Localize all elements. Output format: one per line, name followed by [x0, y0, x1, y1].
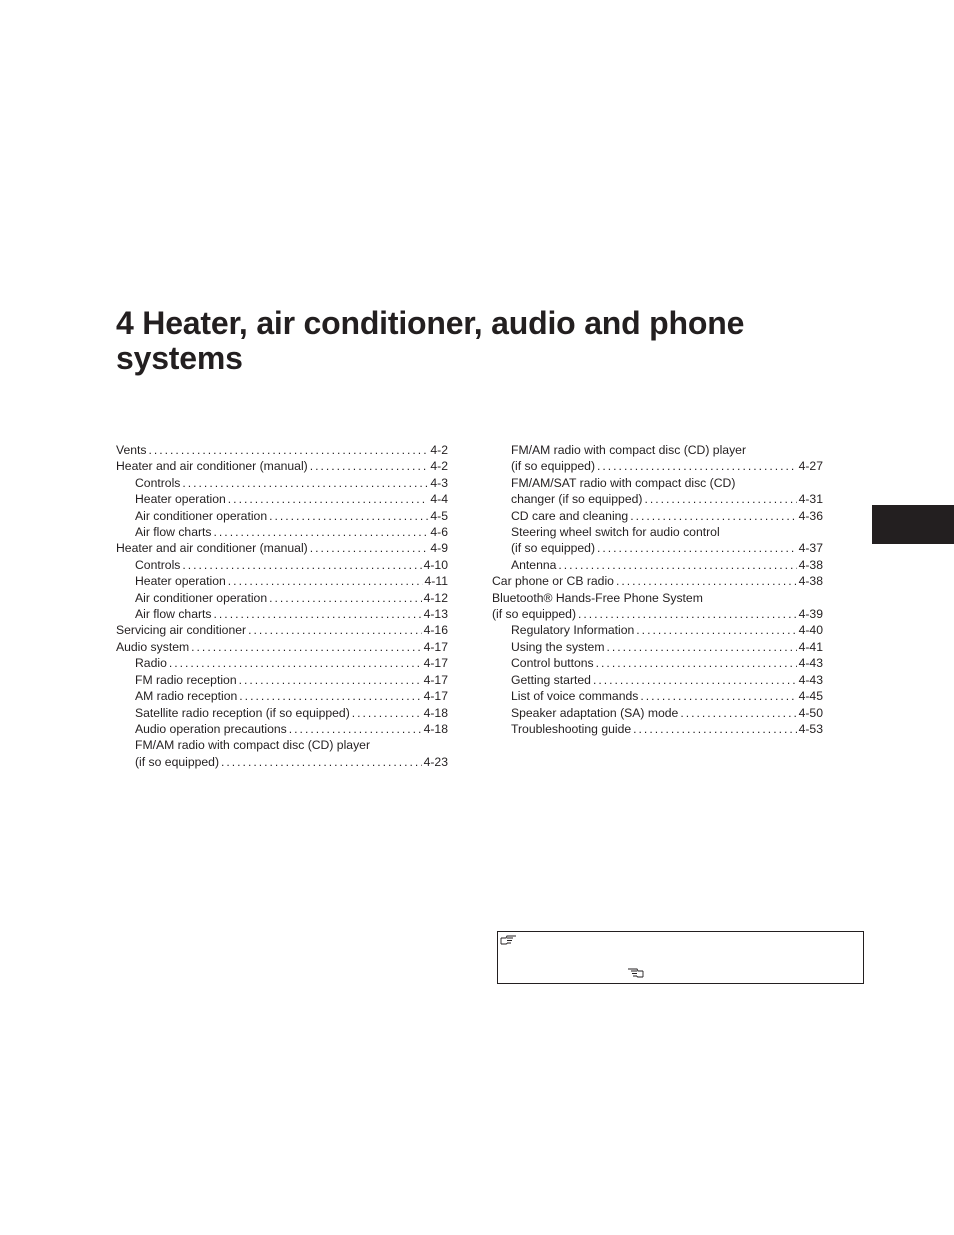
pointing-hand-icon — [626, 966, 644, 984]
toc-right-column — [492, 442, 823, 737]
toc-entry-page: 4-23 — [423, 754, 448, 769]
toc-entry — [116, 754, 448, 770]
toc-entry-label: Controls — [135, 475, 181, 490]
dot-leader — [191, 639, 421, 655]
toc-entry-page: 4-27 — [798, 459, 823, 474]
toc-entry-page: 4-18 — [423, 705, 448, 720]
dot-leader — [182, 557, 421, 573]
toc-entry-label: Heater and air conditioner (manual) — [116, 459, 308, 474]
toc-entry-page: 4-45 — [798, 689, 823, 704]
toc-entry-page: 4-53 — [798, 721, 823, 736]
dot-leader — [558, 557, 796, 573]
toc-entry — [116, 606, 448, 622]
chapter-title: 4 Heater, air conditioner, audio and phone systems — [116, 305, 745, 376]
toc-entry — [492, 672, 823, 688]
toc-entry-label: (if so equipped) — [135, 754, 220, 769]
toc-entry — [492, 557, 823, 573]
toc-entry — [492, 458, 823, 474]
toc-entry-label: Satellite radio reception (if so equipped) — [135, 705, 350, 720]
dot-leader — [149, 442, 429, 458]
toc-entry-label: AM radio reception — [135, 689, 238, 704]
toc-entry-page: 4-36 — [798, 508, 823, 523]
toc-entry-page: 4-2 — [430, 443, 448, 457]
toc-entry — [116, 672, 448, 688]
dot-leader — [248, 622, 422, 638]
note-box — [497, 931, 864, 984]
toc-entry — [492, 491, 823, 507]
dot-leader — [289, 721, 422, 737]
dot-leader — [214, 524, 429, 540]
toc-entry-label: Radio — [135, 656, 167, 671]
dot-leader — [578, 606, 797, 622]
toc-entry-label: Controls — [135, 557, 181, 572]
toc-entry — [116, 475, 448, 491]
toc-entry-label: Car phone or CB radio — [492, 574, 614, 589]
toc-entry-label: Speaker adaptation (SA) mode — [511, 705, 679, 720]
toc-entry-label: (if so equipped) — [511, 541, 596, 556]
toc-entry — [492, 508, 823, 524]
dot-leader — [352, 705, 422, 721]
toc-entry — [116, 458, 448, 474]
toc-entry — [492, 688, 823, 704]
toc-entry-page: 4-17 — [423, 689, 448, 704]
dot-leader — [633, 721, 796, 737]
toc-entry-label: changer (if so equipped) — [511, 492, 643, 507]
dot-leader — [310, 540, 429, 556]
toc-left-column — [116, 442, 448, 770]
toc-entry — [116, 491, 448, 507]
toc-entry — [492, 655, 823, 671]
toc-entry-page: 4-17 — [423, 639, 448, 654]
toc-entry-label: Using the system — [511, 639, 605, 654]
toc-entry — [116, 442, 448, 458]
toc-entry-label: List of voice commands — [511, 689, 639, 704]
toc-entry-label: Control buttons — [511, 656, 594, 671]
toc-entry-page: 4-40 — [798, 623, 823, 638]
toc-entry-page: 4-43 — [798, 656, 823, 671]
toc-entry-first-line: FM/AM radio with compact disc (CD) player — [135, 738, 371, 753]
dot-leader — [169, 655, 422, 671]
dot-leader — [644, 491, 796, 507]
toc-entry-page: 4-9 — [430, 541, 448, 556]
toc-entry-label: CD care and cleaning — [511, 508, 629, 523]
dot-leader — [221, 754, 422, 770]
dot-leader — [214, 606, 422, 622]
toc-entry — [116, 639, 448, 655]
dot-leader — [269, 508, 428, 524]
toc-entry-label: Air flow charts — [135, 525, 212, 540]
toc-entry-page: 4-38 — [798, 557, 823, 572]
toc-entry-label: Air conditioner operation — [135, 590, 268, 605]
toc-entry — [492, 540, 823, 556]
toc-entry-page: 4-17 — [423, 656, 448, 671]
toc-entry-label: Air conditioner operation — [135, 508, 268, 523]
toc-entry-label: Audio operation precautions — [135, 721, 287, 736]
toc-entry — [492, 705, 823, 721]
toc-entry-label: Heater and air conditioner (manual) — [116, 541, 308, 556]
toc-entry — [492, 606, 823, 622]
toc-entry — [492, 639, 823, 655]
dot-leader — [182, 475, 428, 491]
toc-entry-label: (if so equipped) — [492, 607, 577, 622]
dot-leader — [597, 458, 797, 474]
pointing-hand-icon — [500, 933, 518, 951]
dot-leader — [636, 622, 796, 638]
toc-entry-label: Servicing air conditioner — [116, 623, 247, 638]
toc-entry — [492, 721, 823, 737]
toc-entry-page: 4-12 — [423, 590, 448, 605]
toc-entry-first-line: Steering wheel switch for audio control — [511, 525, 720, 540]
toc-entry — [116, 721, 448, 737]
dot-leader — [239, 688, 421, 704]
toc-entry-page: 4-18 — [423, 721, 448, 736]
toc-entry-page: 4-3 — [430, 475, 448, 490]
toc-entry-page: 4-10 — [423, 557, 448, 572]
toc-entry — [492, 573, 823, 589]
toc-entry-page: 4-17 — [423, 672, 448, 687]
toc-entry — [492, 622, 823, 638]
dot-leader — [680, 705, 796, 721]
toc-entry-page: 4-41 — [798, 639, 823, 654]
toc-entry-label: Heater operation — [135, 574, 226, 589]
toc-entry-page: 4-38 — [798, 574, 823, 589]
toc-entry-label: Troubleshooting guide — [511, 721, 632, 736]
toc-entry-page: 4-43 — [798, 672, 823, 687]
toc-entry-first-line: FM/AM/SAT radio with compact disc (CD) — [511, 475, 736, 490]
dot-leader — [606, 639, 796, 655]
toc-entry — [116, 590, 448, 606]
toc-entry-page: 4-16 — [423, 623, 448, 638]
toc-entry-label: Audio system — [116, 639, 190, 654]
dot-leader — [640, 688, 796, 704]
dot-leader — [228, 491, 429, 507]
toc-entry-label: Vents — [116, 443, 147, 457]
toc-entry-page: 4-5 — [430, 508, 448, 523]
toc-entry — [116, 655, 448, 671]
dot-leader — [596, 655, 797, 671]
toc-entry-page: 4-2 — [430, 459, 448, 474]
toc-entry — [116, 622, 448, 638]
toc-entry — [116, 508, 448, 524]
toc-entry — [116, 540, 448, 556]
toc-entry-label: Regulatory Information — [511, 623, 635, 638]
toc-entry-first-line: Bluetooth® Hands-Free Phone System — [492, 590, 703, 605]
dot-leader — [310, 458, 429, 474]
toc-entry-page: 4-50 — [798, 705, 823, 720]
dot-leader — [630, 508, 796, 524]
dot-leader — [239, 672, 422, 688]
toc-entry-label: Heater operation — [135, 492, 226, 507]
toc-entry-page: 4-4 — [430, 492, 448, 507]
toc-entry — [116, 524, 448, 540]
toc-entry-label: Getting started — [511, 672, 591, 687]
toc-entry — [116, 557, 448, 573]
toc-entry-page: 4-31 — [798, 492, 823, 507]
toc-entry — [116, 705, 448, 721]
toc-entry-page: 4-37 — [798, 541, 823, 556]
toc-entry-label: FM radio reception — [135, 672, 237, 687]
toc-entry-page: 4-11 — [424, 574, 448, 589]
chapter-tab-marker — [872, 505, 954, 544]
toc-entry-page: 4-6 — [430, 525, 448, 540]
toc-entry-label: Air flow charts — [135, 607, 212, 622]
toc-entry-first-line: FM/AM radio with compact disc (CD) player — [511, 443, 747, 457]
dot-leader — [597, 540, 797, 556]
toc-entry-label: Antenna — [511, 557, 557, 572]
dot-leader — [616, 573, 797, 589]
toc-entry — [116, 688, 448, 704]
toc-entry-page: 4-39 — [798, 607, 823, 622]
dot-leader — [593, 672, 797, 688]
dot-leader — [269, 590, 421, 606]
toc-entry-page: 4-13 — [423, 607, 448, 622]
toc-entry-label: (if so equipped) — [511, 459, 596, 474]
dot-leader — [228, 573, 423, 589]
toc-entry — [116, 573, 448, 589]
